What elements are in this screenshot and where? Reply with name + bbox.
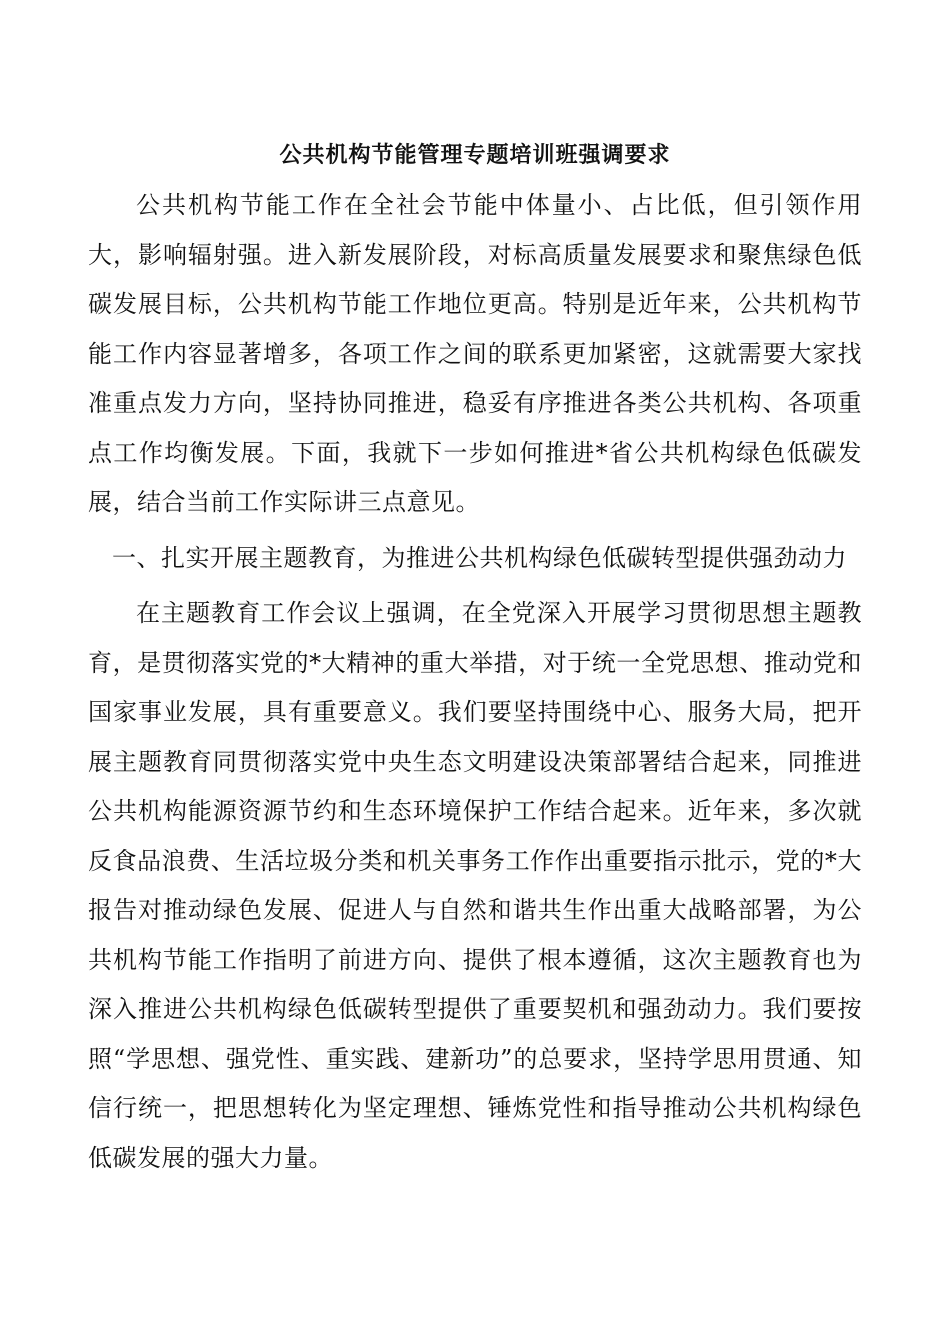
section-1-paragraph: 在主题教育工作会议上强调，在全党深入开展学习贯彻思想主题教育，是贯彻落实党的*大精神的重大举措，对于统一全党思想、推动党和国家事业发展，具有重要意义。我们要坚持围绕中心、服务大局，把开展主题教育同贯彻落实党中央生态文明建设决策部署结合起来，同推进公共机构能源资源节约和生态环境保护工作结合起来。近年来，多次就反食品浪费、生活垃圾分类和机关事务工作作出重要指示批示，党的*大报告对推动绿色发展、促进人与自然和谐共生作出重大战略部署，为公共机构节能工作指明了前进方向、提供了根本遵循，这次主题教育也为深入推进公共机构绿色低碳转型提供了重要契机和强劲动力。我们要按照“学思想、强党性、重实践、建新功”的总要求，坚持学思用贯通、知信行统一，把思想转化为坚定理想、锤炼党性和指导推动公共机构绿色低碳发展的强大力量。	[88, 599, 862, 1172]
document-page	[88, 135, 862, 1183]
document-title: 公共机构节能管理专题培训班强调要求	[279, 142, 671, 168]
intro-paragraph: 公共机构节能工作在全社会节能中体量小、占比低，但引领作用大，影响辐射强。进入新发展阶段，对标高质量发展要求和聚焦绿色低碳发展目标，公共机构节能工作地位更高。特别是近年来，公共机构节能工作内容显著增多，各项工作之间的联系更加紧密，这就需要大家找准重点发力方向，坚持协同推进，稳妥有序推进各类公共机构、各项重点工作均衡发展。下面，我就下一步如何推进*省公共机构绿色低碳发展，结合当前工作实际讲三点意见。	[88, 191, 862, 516]
section-1-heading: 一、扎实开展主题教育，为推进公共机构绿色低碳转型提供强劲动力	[112, 543, 847, 572]
